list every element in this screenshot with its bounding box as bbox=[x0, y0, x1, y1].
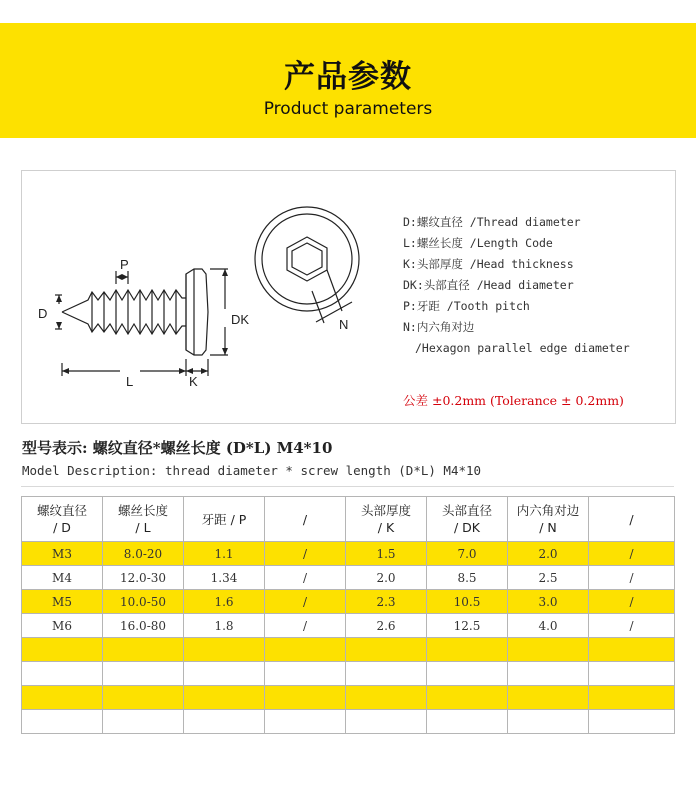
table-cell: 12.5 bbox=[427, 614, 508, 638]
label-d: D bbox=[38, 306, 48, 321]
table-cell: 16.0-80 bbox=[103, 614, 184, 638]
table-cell: 1.1 bbox=[184, 542, 265, 566]
table-cell bbox=[346, 686, 427, 710]
table-cell: / bbox=[589, 542, 675, 566]
spec-table bbox=[21, 496, 675, 734]
legend-item: /Hexagon parallel edge diameter bbox=[415, 341, 630, 355]
table-cell bbox=[22, 686, 103, 710]
table-cell: 12.0-30 bbox=[103, 566, 184, 590]
table-cell bbox=[589, 638, 675, 662]
table-cell: 1.5 bbox=[346, 542, 427, 566]
table-cell: 2.0 bbox=[346, 566, 427, 590]
column-header: / bbox=[265, 497, 346, 542]
column-header: 头部直径 / DK bbox=[427, 497, 508, 542]
table-cell: 1.34 bbox=[184, 566, 265, 590]
legend-item: D:螺纹直径 /Thread diameter bbox=[403, 215, 581, 229]
table-cell: / bbox=[589, 566, 675, 590]
model-description-en: Model Description: thread diameter * screw length (D*L) M4*10 bbox=[22, 463, 482, 478]
legend-item: N:内六角对边 bbox=[403, 320, 475, 334]
table-cell bbox=[427, 662, 508, 686]
table-cell: M4 bbox=[22, 566, 103, 590]
screw-head bbox=[186, 269, 208, 355]
table-row bbox=[22, 662, 675, 686]
table-cell: M5 bbox=[22, 590, 103, 614]
table-cell bbox=[346, 662, 427, 686]
table-cell: 2.6 bbox=[346, 614, 427, 638]
column-header: / bbox=[589, 497, 675, 542]
label-k: K bbox=[189, 374, 198, 389]
table-cell: 1.6 bbox=[184, 590, 265, 614]
head-top-view-inner bbox=[262, 214, 352, 304]
table-cell bbox=[589, 710, 675, 734]
table-cell bbox=[103, 686, 184, 710]
table-cell: M3 bbox=[22, 542, 103, 566]
table-row bbox=[22, 566, 675, 590]
legend-item: K:头部厚度 /Head thickness bbox=[403, 257, 574, 271]
table-row bbox=[22, 638, 675, 662]
table-cell bbox=[427, 686, 508, 710]
table-cell bbox=[508, 686, 589, 710]
model-description-zh: 型号表示: 螺纹直径*螺丝长度 (D*L) M4*10 bbox=[22, 439, 333, 457]
table-cell bbox=[265, 638, 346, 662]
table-row bbox=[22, 590, 675, 614]
table-cell bbox=[103, 662, 184, 686]
table-row bbox=[22, 614, 675, 638]
table-header-row bbox=[22, 497, 675, 542]
table-cell bbox=[184, 710, 265, 734]
table-cell bbox=[265, 710, 346, 734]
table-cell bbox=[508, 638, 589, 662]
table-row bbox=[22, 710, 675, 734]
table-cell bbox=[22, 662, 103, 686]
table-cell: / bbox=[265, 542, 346, 566]
table-cell bbox=[184, 662, 265, 686]
table-cell bbox=[589, 662, 675, 686]
table-cell: 2.0 bbox=[508, 542, 589, 566]
column-header: 螺纹直径 / D bbox=[22, 497, 103, 542]
page-title: 产品参数 bbox=[284, 59, 412, 95]
table-cell: / bbox=[265, 590, 346, 614]
table-cell: 10.5 bbox=[427, 590, 508, 614]
label-dk: DK bbox=[231, 312, 250, 327]
table-cell bbox=[589, 686, 675, 710]
table-cell: 2.3 bbox=[346, 590, 427, 614]
table-cell bbox=[346, 638, 427, 662]
table-cell bbox=[184, 686, 265, 710]
thread-profile bbox=[62, 290, 186, 334]
table-cell bbox=[22, 710, 103, 734]
column-header: 牙距 / P bbox=[184, 497, 265, 542]
legend-item: L:螺丝长度 /Length Code bbox=[403, 236, 553, 250]
table-row bbox=[22, 542, 675, 566]
table-cell bbox=[508, 710, 589, 734]
column-header: 内六角对边 / N bbox=[508, 497, 589, 542]
column-header: 头部厚度 / K bbox=[346, 497, 427, 542]
table-cell: / bbox=[265, 566, 346, 590]
tolerance-note: 公差 ±0.2mm (Tolerance ± 0.2mm) bbox=[403, 393, 624, 408]
table-cell: 8.0-20 bbox=[103, 542, 184, 566]
column-header: 螺丝长度 / L bbox=[103, 497, 184, 542]
table-cell: 10.0-50 bbox=[103, 590, 184, 614]
table-cell bbox=[427, 638, 508, 662]
label-l: L bbox=[126, 374, 134, 389]
dimension-legend bbox=[403, 212, 630, 359]
table-cell: / bbox=[265, 614, 346, 638]
table-cell: 1.8 bbox=[184, 614, 265, 638]
table-cell bbox=[265, 686, 346, 710]
label-n: N bbox=[339, 317, 349, 332]
table-cell: 2.5 bbox=[508, 566, 589, 590]
table-cell bbox=[346, 710, 427, 734]
head-top-view-outer bbox=[255, 207, 359, 311]
table-cell: 4.0 bbox=[508, 614, 589, 638]
legend-item: P:牙距 /Tooth pitch bbox=[403, 299, 530, 313]
table-cell bbox=[184, 638, 265, 662]
legend-item: DK:头部直径 /Head diameter bbox=[403, 278, 574, 292]
table-cell bbox=[103, 638, 184, 662]
table-cell bbox=[22, 638, 103, 662]
screw-diagram-panel bbox=[21, 170, 676, 424]
table-cell bbox=[508, 662, 589, 686]
table-cell: 3.0 bbox=[508, 590, 589, 614]
table-row bbox=[22, 686, 675, 710]
table-cell: M6 bbox=[22, 614, 103, 638]
table-cell: / bbox=[589, 590, 675, 614]
header-banner bbox=[0, 23, 696, 138]
table-cell: 7.0 bbox=[427, 542, 508, 566]
table-cell bbox=[265, 662, 346, 686]
label-p: P bbox=[120, 257, 129, 272]
divider bbox=[21, 486, 674, 487]
table-cell bbox=[103, 710, 184, 734]
screw-diagram bbox=[22, 171, 392, 423]
page-subtitle: Product parameters bbox=[263, 99, 433, 119]
table-cell: / bbox=[589, 614, 675, 638]
table-cell: 8.5 bbox=[427, 566, 508, 590]
table-cell bbox=[427, 710, 508, 734]
